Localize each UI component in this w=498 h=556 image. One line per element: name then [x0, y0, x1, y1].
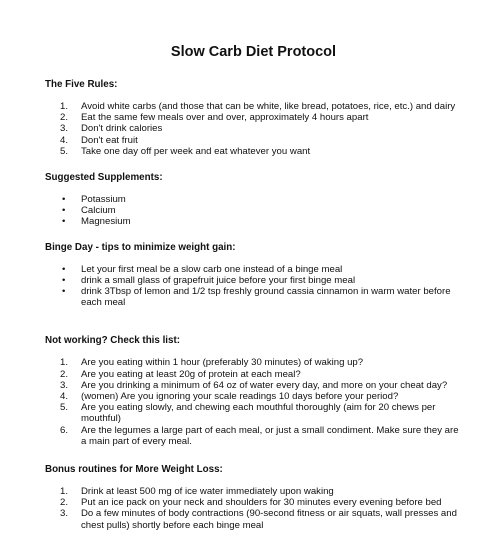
- list-item: 4. Don't eat fruit: [60, 134, 138, 146]
- bullet-icon: •: [62, 205, 66, 217]
- bonus-list: [45, 486, 462, 531]
- list-item: 1. Drink at least 500 mg of ice water immediately upon waking: [60, 486, 334, 498]
- document-title: Slow Carb Diet Protocol: [170, 44, 337, 60]
- section-heading: Not working? Check this list:: [45, 335, 180, 347]
- bullet-icon: •: [62, 286, 66, 298]
- list-item: 3. Don't drink calories: [60, 123, 163, 135]
- list-item: 2. Eat the same few meals over and over, approximately 4 hours apart: [60, 112, 369, 124]
- section-heading: Bonus routines for More Weight Loss:: [45, 464, 223, 476]
- list-item: • Potassium: [62, 194, 126, 206]
- bullet-icon: •: [62, 216, 66, 228]
- list-item: 2. Are you eating at least 20g of protein at each meal?: [60, 368, 301, 380]
- list-item: • drink 3Tbsp of lemon and 1/2 tsp freshly ground cassia cinnamon in warm water before each meal: [62, 286, 451, 309]
- list-item: 3. Do a few minutes of body contractions (90-second fitness or air squats, wall presses and chest pulls) shortly before each binge meal: [60, 508, 457, 531]
- section-heading: Suggested Supplements:: [45, 172, 163, 184]
- rules-list: [45, 101, 462, 157]
- section-binge-day: [45, 242, 462, 309]
- list-item: 3. Are you drinking a minimum of 64 oz of water every day, and more on your cheat day?: [60, 379, 448, 391]
- bullet-icon: •: [62, 274, 66, 286]
- list-item: 1. Avoid white carbs (and those that can be white, like bread, potatoes, rice, etc.) and dairy: [60, 101, 456, 112]
- list-item: 6. Are the legumes a large part of each meal, or just a small condiment. Make sure they are a main part of every meal.: [60, 424, 459, 447]
- section-supplements: [45, 172, 462, 228]
- bullet-icon: •: [62, 194, 66, 206]
- list-item: • Let your first meal be a slow carb one instead of a binge meal: [62, 263, 343, 275]
- section-heading: The Five Rules:: [45, 79, 118, 90]
- checklist: [45, 357, 462, 447]
- binge-tips-list: [45, 264, 462, 309]
- list-item: 5. Are you eating slowly, and chewing each mouthful thoroughly (aim for 20 chews per mouthful): [60, 402, 436, 425]
- bullet-icon: •: [62, 263, 66, 275]
- section-not-working: [45, 335, 462, 447]
- list-item: 4. (women) Are you ignoring your scale readings 10 days before your period?: [60, 391, 399, 403]
- list-item: 5. Take one day off per week and eat whatever you want: [60, 145, 311, 157]
- list-item: 1. Are you eating within 1 hour (preferably 30 minutes) of waking up?: [60, 357, 364, 369]
- section-bonus-routines: [45, 464, 462, 531]
- list-item: • Calcium: [62, 205, 116, 217]
- list-item: 2. Put an ice pack on your neck and shoulders for 30 minutes every evening before bed: [60, 497, 442, 509]
- supplements-list: [45, 194, 462, 228]
- list-item: • drink a small glass of grapefruit juice before your first binge meal: [62, 274, 356, 286]
- section-heading: Binge Day - tips to minimize weight gain:: [45, 241, 236, 253]
- section-five-rules: [45, 79, 462, 157]
- list-item: • Magnesium: [62, 216, 131, 228]
